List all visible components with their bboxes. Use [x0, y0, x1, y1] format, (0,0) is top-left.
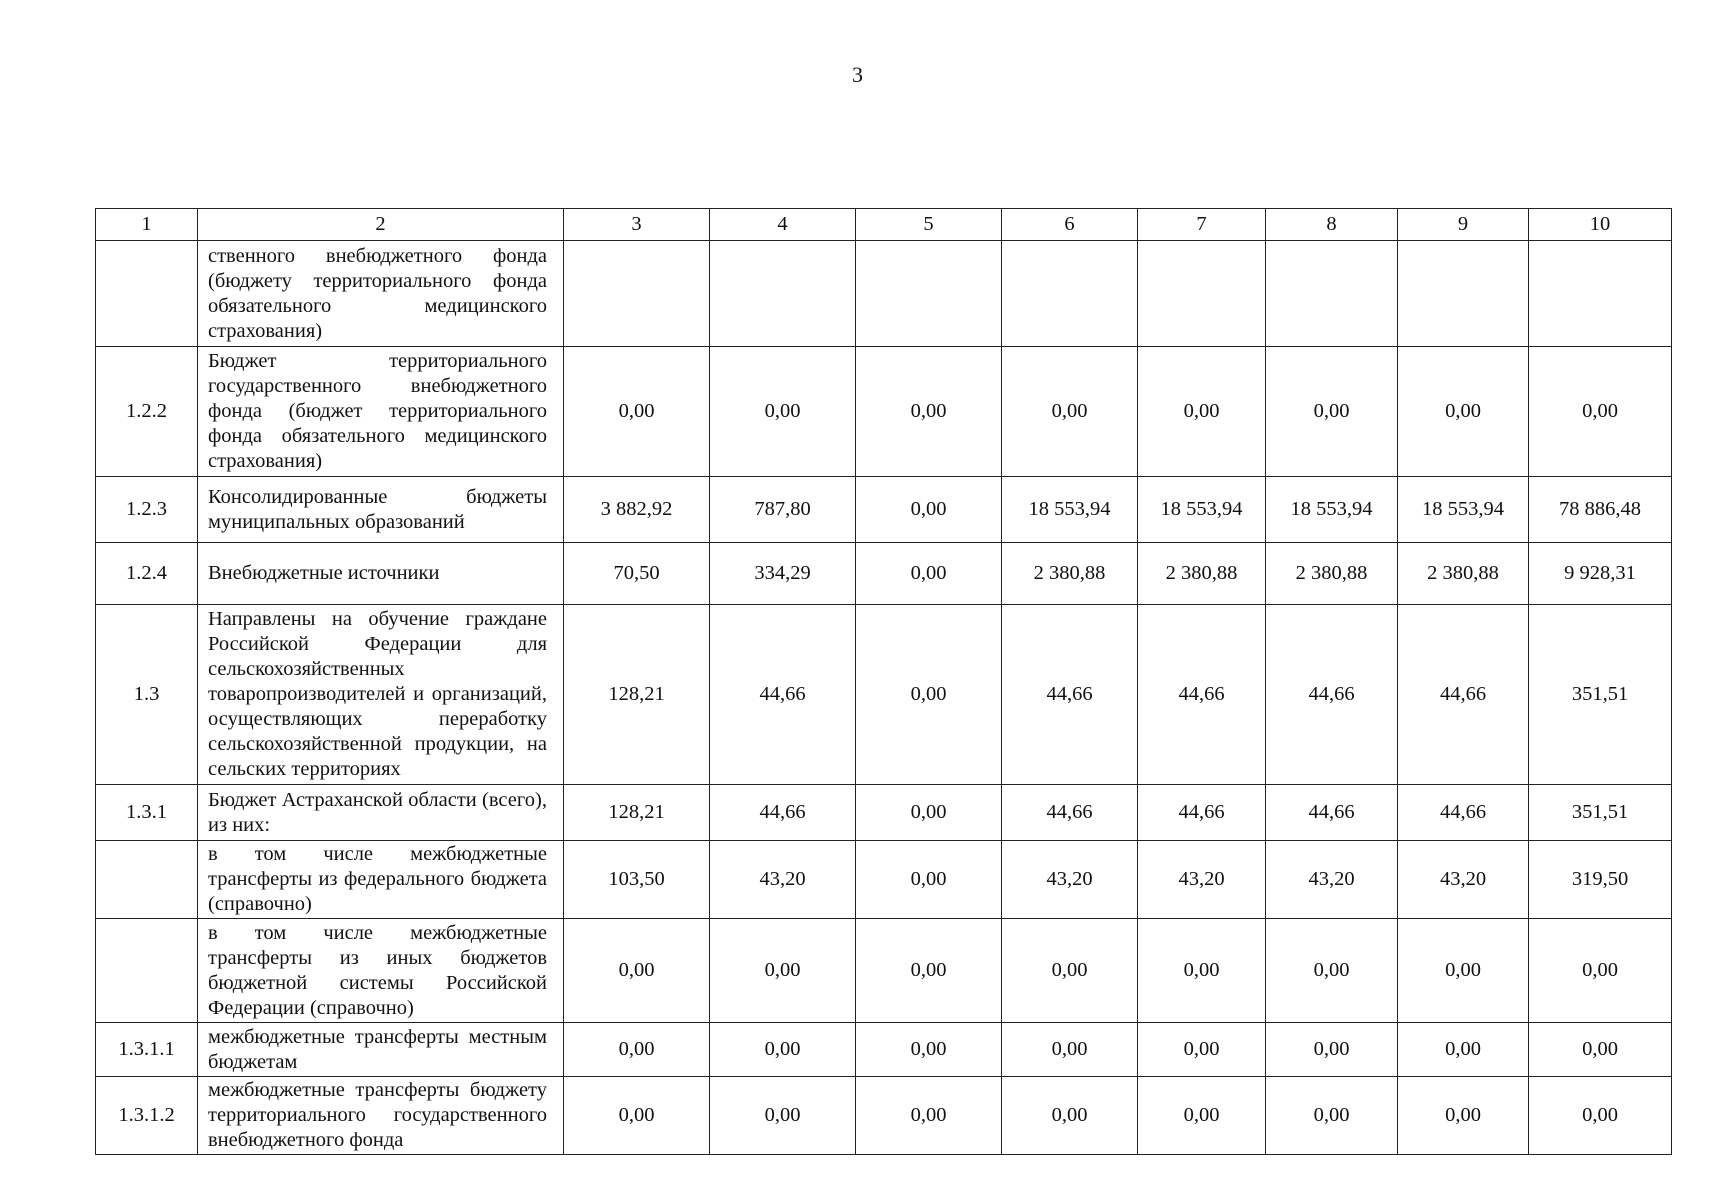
- row-value: 43,20: [1398, 841, 1529, 919]
- row-value: 0,00: [856, 605, 1002, 785]
- row-value: 319,50: [1529, 841, 1672, 919]
- page-number: 3: [852, 62, 863, 87]
- row-value: 43,20: [1002, 841, 1138, 919]
- row-value: 0,00: [1398, 1023, 1529, 1077]
- row-value: 44,66: [1266, 785, 1398, 841]
- table-row: [96, 477, 1672, 543]
- row-value: 0,00: [1529, 919, 1672, 1023]
- row-value: 0,00: [1002, 1077, 1138, 1155]
- row-code: 1.3.1.2: [96, 1077, 198, 1155]
- row-value: 128,21: [564, 605, 710, 785]
- row-value: 3 882,92: [564, 477, 710, 543]
- row-value: 0,00: [710, 347, 856, 477]
- row-name: в том числе межбюджетные трансферты из иных бюджетов бюджетной системы Российской Федерации (справочно): [198, 919, 564, 1023]
- row-value: 0,00: [1398, 347, 1529, 477]
- table-row: [96, 1077, 1672, 1155]
- row-value: 43,20: [1138, 841, 1266, 919]
- row-value: 0,00: [856, 785, 1002, 841]
- row-value: [1002, 241, 1138, 347]
- row-value: 0,00: [1529, 347, 1672, 477]
- row-value: 43,20: [1266, 841, 1398, 919]
- row-value: 351,51: [1529, 605, 1672, 785]
- row-value: 0,00: [1138, 1077, 1266, 1155]
- row-value: 0,00: [856, 477, 1002, 543]
- row-value: 44,66: [1002, 605, 1138, 785]
- row-value: [1529, 241, 1672, 347]
- row-value: 0,00: [1529, 1077, 1672, 1155]
- row-value: 0,00: [1398, 919, 1529, 1023]
- row-code: [96, 919, 198, 1023]
- row-value: 0,00: [710, 1077, 856, 1155]
- row-value: 128,21: [564, 785, 710, 841]
- row-code: 1.2.3: [96, 477, 198, 543]
- row-name: Бюджет территориального государственного внебюджетного фонда (бюджет территориального фонда обязательного медицинского страхования): [198, 347, 564, 477]
- row-value: 0,00: [1529, 1023, 1672, 1077]
- row-value: 44,66: [1138, 605, 1266, 785]
- row-value: 2 380,88: [1398, 543, 1529, 605]
- row-value: [856, 241, 1002, 347]
- row-value: 0,00: [564, 1023, 710, 1077]
- table-row: [96, 347, 1672, 477]
- table-row: [96, 241, 1672, 347]
- row-value: 2 380,88: [1002, 543, 1138, 605]
- row-value: 0,00: [856, 841, 1002, 919]
- row-value: 0,00: [1398, 1077, 1529, 1155]
- column-header: 9: [1398, 209, 1529, 241]
- row-value: 0,00: [1002, 919, 1138, 1023]
- row-value: [1138, 241, 1266, 347]
- row-name: межбюджетные трансферты местным бюджетам: [198, 1023, 564, 1077]
- row-value: 0,00: [856, 347, 1002, 477]
- table-row: [96, 841, 1672, 919]
- row-value: 2 380,88: [1138, 543, 1266, 605]
- row-code: 1.2.4: [96, 543, 198, 605]
- row-value: 334,29: [710, 543, 856, 605]
- row-value: 0,00: [856, 1023, 1002, 1077]
- row-value: 0,00: [1266, 347, 1398, 477]
- row-value: 0,00: [564, 919, 710, 1023]
- row-value: 0,00: [564, 1077, 710, 1155]
- row-value: 0,00: [1266, 1077, 1398, 1155]
- row-value: 43,20: [710, 841, 856, 919]
- row-value: 78 886,48: [1529, 477, 1672, 543]
- row-value: 0,00: [856, 919, 1002, 1023]
- table-row: [96, 605, 1672, 785]
- row-code: [96, 241, 198, 347]
- row-value: 0,00: [710, 1023, 856, 1077]
- row-name: ственного внебюджетного фонда (бюджету территориального фонда обязательного медицинского страхования): [198, 241, 564, 347]
- budget-table: [95, 208, 1672, 1155]
- row-code: 1.3: [96, 605, 198, 785]
- row-value: 44,66: [1266, 605, 1398, 785]
- row-value: [710, 241, 856, 347]
- row-value: 787,80: [710, 477, 856, 543]
- column-header: 10: [1529, 209, 1672, 241]
- table-row: [96, 919, 1672, 1023]
- row-name: в том числе межбюджетные трансферты из федерального бюджета (справочно): [198, 841, 564, 919]
- row-value: 44,66: [1398, 605, 1529, 785]
- row-name: Консолидированные бюджеты муниципальных образований: [198, 477, 564, 543]
- column-header: 5: [856, 209, 1002, 241]
- column-header: 8: [1266, 209, 1398, 241]
- row-name: Направлены на обучение граждане Российской Федерации для сельскохозяйственных товаропроизводителей и организаций, осуществляющих переработку сельскохозяйственной продукции, на сельских территориях: [198, 605, 564, 785]
- row-value: 2 380,88: [1266, 543, 1398, 605]
- column-header: 3: [564, 209, 710, 241]
- row-code: [96, 841, 198, 919]
- table-row: [96, 1023, 1672, 1077]
- row-value: 0,00: [564, 347, 710, 477]
- row-code: 1.3.1: [96, 785, 198, 841]
- row-value: 0,00: [710, 919, 856, 1023]
- row-value: 0,00: [1138, 919, 1266, 1023]
- row-code: 1.3.1.1: [96, 1023, 198, 1077]
- row-value: 0,00: [1002, 1023, 1138, 1077]
- row-value: 44,66: [1398, 785, 1529, 841]
- row-value: 103,50: [564, 841, 710, 919]
- table-row: [96, 543, 1672, 605]
- row-value: 18 553,94: [1138, 477, 1266, 543]
- row-value: 18 553,94: [1266, 477, 1398, 543]
- row-value: 18 553,94: [1002, 477, 1138, 543]
- column-header: 4: [710, 209, 856, 241]
- row-value: 351,51: [1529, 785, 1672, 841]
- row-value: 9 928,31: [1529, 543, 1672, 605]
- row-value: 0,00: [1002, 347, 1138, 477]
- row-name: Внебюджетные источники: [198, 543, 564, 605]
- row-name: Бюджет Астраханской области (всего), из них:: [198, 785, 564, 841]
- row-value: 70,50: [564, 543, 710, 605]
- column-header: 7: [1138, 209, 1266, 241]
- row-value: 44,66: [710, 605, 856, 785]
- row-value: 0,00: [1138, 1023, 1266, 1077]
- row-value: 18 553,94: [1398, 477, 1529, 543]
- row-name: межбюджетные трансферты бюджету территориального государственного внебюджетного фонда: [198, 1077, 564, 1155]
- row-value: 0,00: [1266, 1023, 1398, 1077]
- column-header: 6: [1002, 209, 1138, 241]
- row-value: [1398, 241, 1529, 347]
- row-code: 1.2.2: [96, 347, 198, 477]
- row-value: 44,66: [1138, 785, 1266, 841]
- row-value: 0,00: [856, 543, 1002, 605]
- row-value: 0,00: [1266, 919, 1398, 1023]
- table-header-row: [96, 209, 1672, 241]
- column-header: 1: [96, 209, 198, 241]
- table-row: [96, 785, 1672, 841]
- row-value: [1266, 241, 1398, 347]
- row-value: 44,66: [1002, 785, 1138, 841]
- row-value: 0,00: [1138, 347, 1266, 477]
- column-header: 2: [198, 209, 564, 241]
- row-value: 44,66: [710, 785, 856, 841]
- row-value: [564, 241, 710, 347]
- row-value: 0,00: [856, 1077, 1002, 1155]
